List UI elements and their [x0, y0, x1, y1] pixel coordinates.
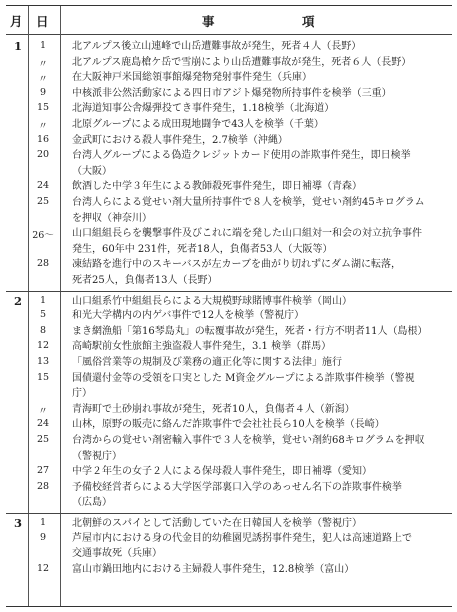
row-day: 1 — [39, 40, 47, 51]
row-event-text — [72, 294, 447, 310]
table-row — [6, 101, 452, 117]
event-line: 中核派非公然活動家による四日市アジト爆発物所持事件を検挙（三重） — [72, 87, 392, 99]
row-event-text — [72, 417, 447, 433]
table-row — [6, 513, 452, 530]
row-event-text — [72, 480, 447, 511]
table-row — [6, 179, 452, 195]
row-day: 12 — [36, 340, 50, 352]
table-row — [6, 417, 452, 433]
row-day: 20 — [36, 149, 50, 161]
row-event-text — [72, 562, 447, 578]
row-day: 〃 — [38, 405, 48, 417]
row-event-text — [72, 308, 447, 324]
event-line: まき網漁船「第16琴島丸」の転覆事故が発生，死者・行方不明者11人（島根） — [72, 325, 428, 337]
row-event-text — [72, 516, 447, 532]
table-row — [6, 195, 452, 226]
table-row — [6, 371, 452, 402]
event-line: 台湾人らによる覚せい剤大量所持事件で８人を検挙，覚せい剤約45キログラム — [72, 197, 425, 208]
row-day: 〃 — [38, 58, 48, 70]
row-day: 28 — [36, 258, 50, 270]
row-day: 27 — [36, 465, 50, 477]
row-event-text — [72, 148, 447, 179]
event-line: 庁） — [72, 388, 92, 400]
event-line: 在大阪神戸米国総領事館爆発物発射事件発生（兵庫） — [72, 72, 312, 84]
event-line: 北アルプス後立山連峰で山岳遭難事故が発生，死者４人（長野） — [72, 41, 362, 52]
row-event-text — [72, 179, 447, 195]
table-row — [6, 257, 452, 288]
event-line: 発生，60年中 231件，死者18人，負傷者53人（大阪等） — [72, 243, 333, 255]
event-line: 中学２年生の女子２人による保母殺人事件発生，即日補導（愛知） — [72, 466, 372, 478]
row-day: 15 — [36, 371, 50, 383]
table-row — [6, 70, 452, 86]
table-row — [6, 402, 452, 418]
event-line: 交通事故死（兵庫） — [72, 548, 162, 560]
table-row — [6, 480, 452, 511]
table-row — [6, 148, 452, 179]
chronology-table — [6, 5, 452, 607]
row-event-text — [72, 195, 447, 226]
table-row — [6, 133, 452, 149]
table-header — [6, 6, 452, 35]
row-event-text — [72, 257, 447, 288]
row-day: 〃 — [38, 121, 48, 132]
row-event-text — [72, 355, 447, 371]
event-line: 山口組系竹中組組長らによる大規模野球賭博事件検挙（岡山） — [72, 295, 352, 307]
row-day: 13 — [36, 356, 50, 367]
row-event-text — [72, 371, 447, 402]
row-day: 26～ — [32, 230, 54, 242]
row-day: 5 — [39, 309, 47, 321]
table-row — [6, 324, 452, 340]
row-day: 〃 — [38, 74, 48, 86]
row-day: 28 — [36, 480, 50, 492]
event-line: 国債還付金等の受領を口実とした M資金グループによる詐欺事件検挙（警視 — [72, 372, 415, 384]
row-month: 2 — [13, 293, 22, 308]
table-row — [6, 562, 452, 578]
event-line: 予備校経営者らによる大学医学部裏口入学のあっせん名下の詐欺事件検挙 — [72, 481, 402, 493]
table-row — [6, 291, 452, 308]
event-line: 「風俗営業等の規制及び業務の適正化等に関する法律」施行 — [72, 357, 342, 368]
event-line: 和光大学構内の内ゲバ事件で12人を検挙（警視庁） — [72, 310, 305, 322]
event-line: 北海道知事公舎爆弾投てき事件発生，1.18検挙（北海道） — [72, 103, 335, 115]
event-line: 富山市鍋田地内における主婦殺人事件発生，12.8検挙（富山） — [72, 563, 355, 575]
row-day: 25 — [36, 434, 50, 445]
row-event-text — [72, 86, 447, 102]
row-event-text — [72, 39, 447, 55]
event-line: 死者25人，負傷者13人（長野） — [72, 274, 218, 286]
event-line: を押収（神奈川） — [72, 212, 152, 224]
row-day: 24 — [36, 180, 50, 192]
row-day: 24 — [36, 418, 50, 430]
event-line: 芦屋市内における身の代金目的幼稚園児誘拐事件発生，犯人は高速道路上で — [72, 532, 412, 544]
row-event-text — [72, 339, 447, 355]
table-row — [6, 433, 452, 464]
row-event-text — [72, 324, 447, 340]
event-line: （大阪） — [72, 165, 112, 177]
row-event-text — [72, 531, 447, 562]
row-month: 3 — [13, 516, 22, 530]
event-line: 高崎駅前女性旅館主強盗殺人事件発生，3.1 検挙（群馬） — [72, 341, 332, 353]
row-day: 1 — [39, 294, 47, 306]
event-line: 北原グループによる成田現地闘争で43人を検挙（千葉） — [72, 119, 324, 130]
event-line: （広島） — [72, 497, 112, 509]
row-day: 16 — [36, 133, 50, 145]
row-event-text — [72, 402, 447, 418]
row-event-text — [72, 55, 447, 71]
table-row — [6, 55, 452, 71]
row-day: 1 — [39, 517, 47, 528]
event-line: 台湾からの覚せい剤密輸入事件で３人を検挙，覚せい剤約68キログラムを押収 — [72, 435, 425, 446]
table-row — [6, 226, 452, 257]
row-day: 15 — [36, 102, 50, 114]
header-event-2: 項 — [302, 14, 316, 29]
row-day: 9 — [39, 86, 47, 98]
row-day: 25 — [36, 196, 50, 207]
header-event-1: 事 — [202, 14, 216, 29]
row-day: 12 — [36, 562, 50, 574]
table-row — [6, 464, 452, 480]
event-line: 金武町における殺人事件発生，2.7検挙（沖縄） — [72, 134, 288, 146]
event-line: 北朝鮮のスパイとして活動していた在日韓国人を検挙（警視庁） — [72, 518, 362, 529]
event-line: 青海町で土砂崩れ事故が発生，死者10人，負傷者４人（新潟） — [72, 403, 355, 415]
row-event-text — [72, 133, 447, 149]
row-event-text — [72, 433, 447, 464]
table-row — [6, 531, 452, 562]
table-row — [6, 86, 452, 102]
table-row — [6, 308, 452, 324]
row-day: 9 — [39, 531, 47, 543]
row-event-text — [72, 226, 447, 257]
table-row — [6, 117, 452, 133]
row-event-text — [72, 464, 447, 480]
event-line: 凍結路を進行中のスキーバスが左カーブを曲がり切れずにダム湖に転落， — [72, 259, 401, 271]
header-month: 月 — [10, 14, 24, 29]
header-day: 日 — [36, 14, 50, 29]
event-line: （警視庁） — [72, 450, 122, 462]
table-row — [6, 339, 452, 355]
row-day: 8 — [39, 324, 47, 336]
event-line: 山林，原野の販売に絡んだ詐欺事件で会社社長ら10人を検挙（長崎） — [72, 419, 385, 431]
table-row — [6, 355, 452, 371]
event-line: 山口組組長らを襲撃事件及びこれに端を発した山口組対一和会の対立抗争事件 — [72, 228, 422, 240]
row-event-text — [72, 101, 447, 117]
event-line: 北アルプス鹿島槍ケ岳で雪崩により山岳遭難事故が発生，死者６人（長野） — [72, 56, 412, 68]
row-event-text — [72, 117, 447, 133]
row-event-text — [72, 70, 447, 86]
event-line: 台湾人グループによる偽造クレジットカード使用の詐欺事件発生，即日検挙 — [72, 150, 411, 162]
table-row — [6, 39, 452, 55]
row-month: 1 — [13, 39, 22, 53]
event-line: 飲酒した中学３年生による教師殺死事件発生，即日補導（青森） — [72, 181, 362, 193]
